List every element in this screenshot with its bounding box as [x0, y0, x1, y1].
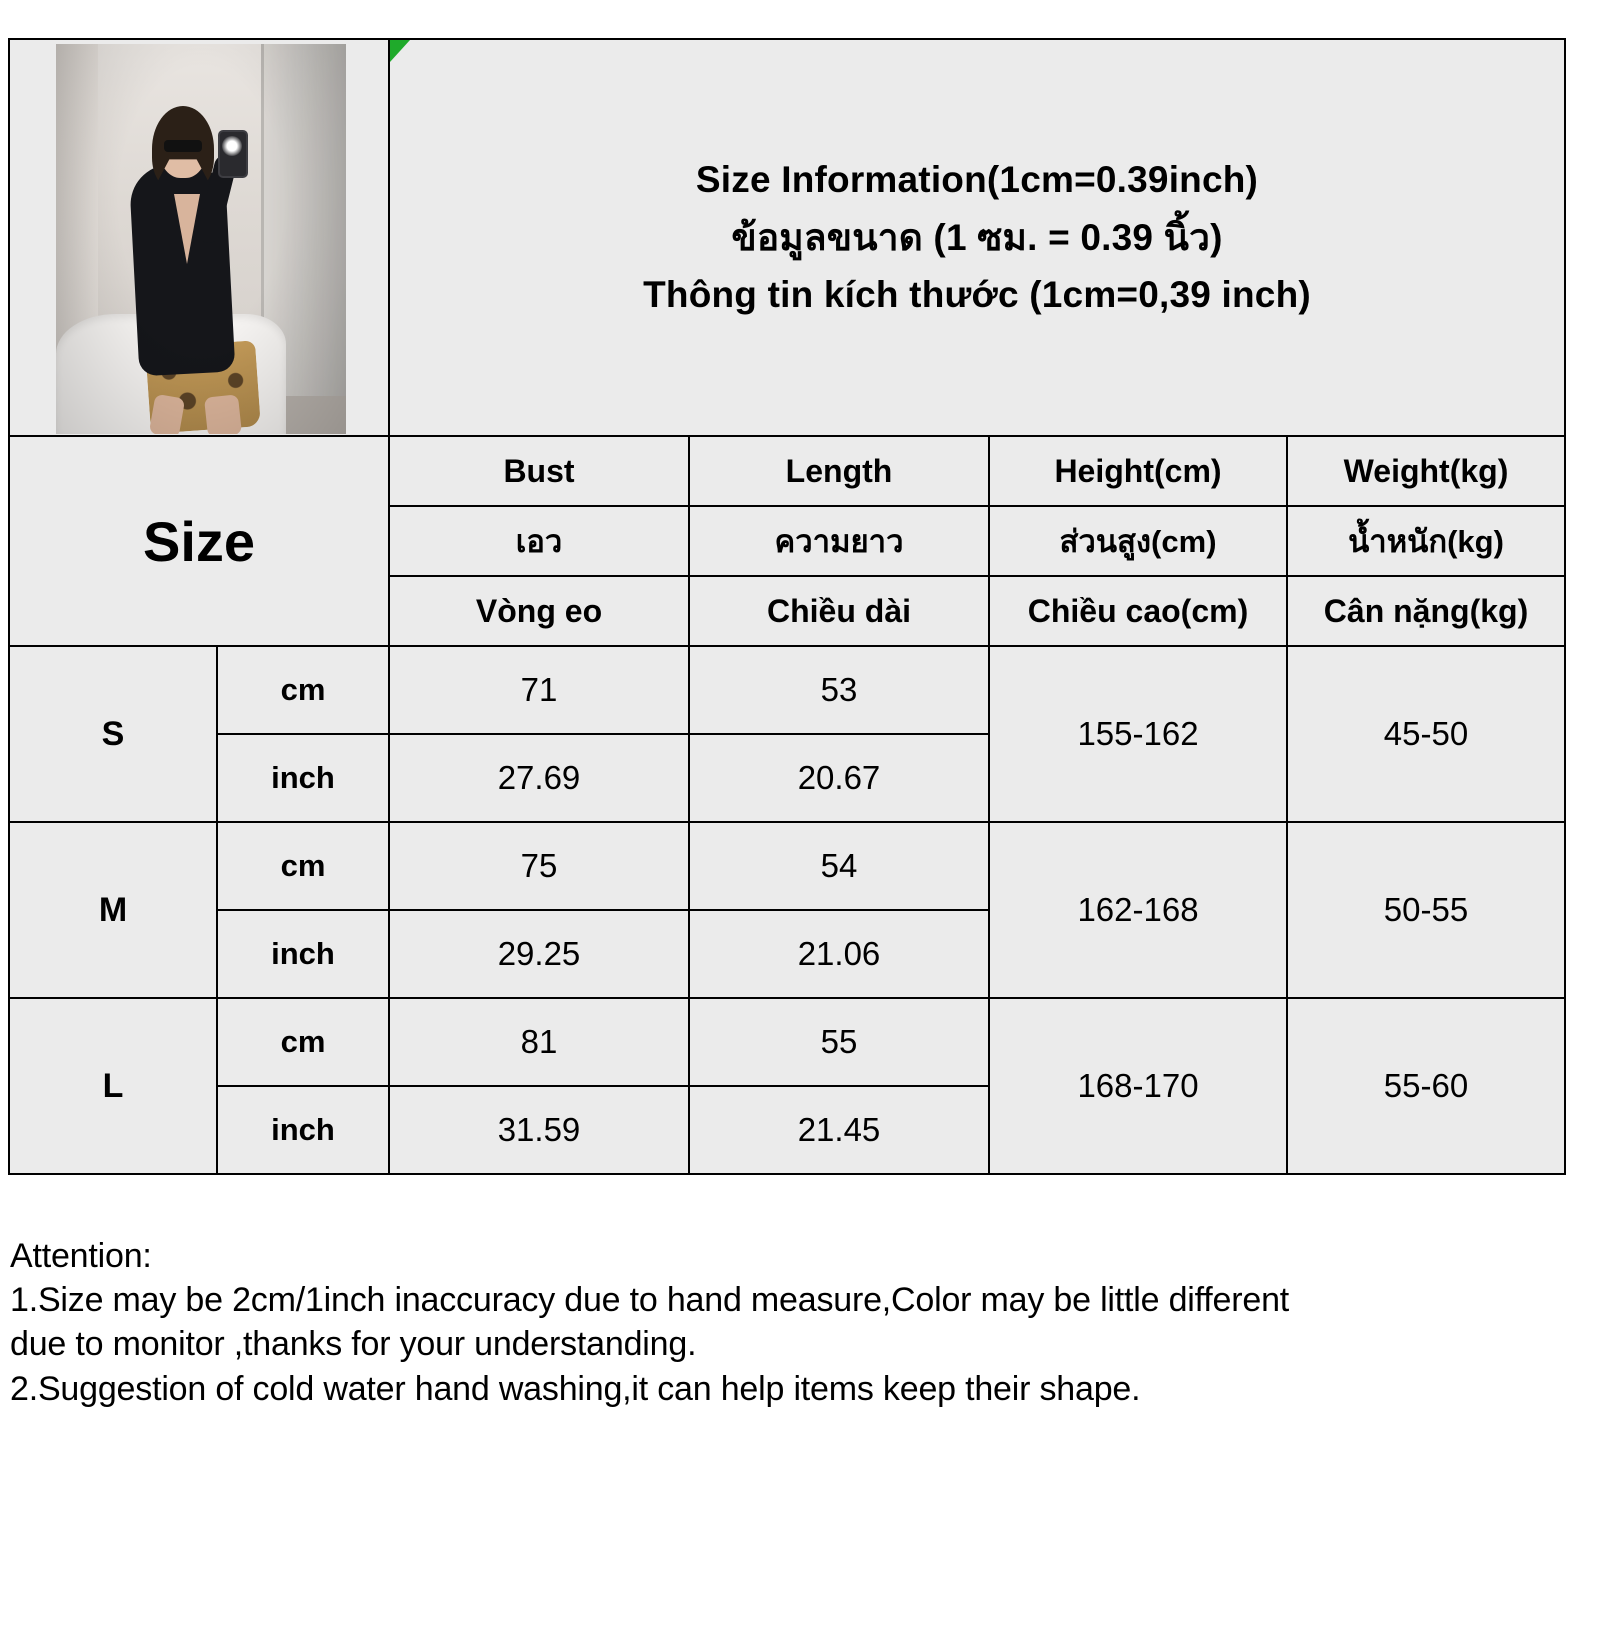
row-m-height: 162-168	[989, 822, 1287, 998]
col-weight-th: น้ำหนัก(kg)	[1287, 506, 1565, 576]
row-m-unit-cm: cm	[217, 822, 389, 910]
size-chart-document	[0, 38, 1600, 1638]
title-line-th: ข้อมูลขนาด (1 ซม. = 0.39 นิ้ว)	[731, 216, 1223, 258]
row-size-s: S	[9, 646, 217, 822]
row-size-m: M	[9, 822, 217, 998]
row-l-bust-inch: 31.59	[389, 1086, 689, 1174]
col-height-vi: Chiều cao(cm)	[989, 576, 1287, 646]
row-m-length-inch: 21.06	[689, 910, 989, 998]
title-line-en: Size Information(1cm=0.39inch)	[695, 159, 1259, 201]
photo-vignette	[56, 44, 346, 434]
row-s-height: 155-162	[989, 646, 1287, 822]
row-size-l: L	[9, 998, 217, 1174]
row-m-bust-cm: 75	[389, 822, 689, 910]
attention-line-2: 2.Suggestion of cold water hand washing,it can help items keep their shape.	[10, 1369, 1141, 1408]
title-cell	[389, 39, 1565, 436]
row-s-length-inch: 20.67	[689, 734, 989, 822]
column-header-row-en	[9, 436, 1565, 506]
row-s-weight: 45-50	[1287, 646, 1565, 822]
size-information-table	[8, 38, 1566, 1175]
row-m-weight: 50-55	[1287, 822, 1565, 998]
col-weight-en: Weight(kg)	[1287, 436, 1565, 506]
green-corner-marker	[390, 40, 410, 62]
row-m-bust-inch: 29.25	[389, 910, 689, 998]
attention-block	[10, 1234, 1580, 1411]
attention-heading: Attention:	[10, 1237, 152, 1275]
col-length-en: Length	[689, 436, 989, 506]
row-s-unit-inch: inch	[217, 734, 389, 822]
table-row	[9, 822, 1565, 910]
row-s-bust-cm: 71	[389, 646, 689, 734]
col-height-th: ส่วนสูง(cm)	[989, 506, 1287, 576]
col-bust-th: เอว	[389, 506, 689, 576]
table-row	[9, 646, 1565, 734]
row-m-unit-inch: inch	[217, 910, 389, 998]
row-l-length-cm: 55	[689, 998, 989, 1086]
col-height-en: Height(cm)	[989, 436, 1287, 506]
col-bust-vi: Vòng eo	[389, 576, 689, 646]
table-header-row	[9, 39, 1565, 436]
row-l-weight: 55-60	[1287, 998, 1565, 1174]
title-line-vi: Thông tin kích thước (1cm=0,39 inch)	[643, 274, 1311, 316]
col-bust-en: Bust	[389, 436, 689, 506]
row-s-unit-cm: cm	[217, 646, 389, 734]
row-s-length-cm: 53	[689, 646, 989, 734]
col-weight-vi: Cân nặng(kg)	[1287, 576, 1565, 646]
row-l-unit-cm: cm	[217, 998, 389, 1086]
product-photo-cell	[9, 39, 389, 436]
attention-line-1b: due to monitor ,thanks for your understanding.	[10, 1325, 697, 1364]
product-photo	[56, 44, 346, 434]
attention-line-1a: 1.Size may be 2cm/1inch inaccuracy due to hand measure,Color may be little different	[10, 1281, 1290, 1320]
row-l-length-inch: 21.45	[689, 1086, 989, 1174]
table-row	[9, 998, 1565, 1086]
col-length-vi: Chiều dài	[689, 576, 989, 646]
row-l-bust-cm: 81	[389, 998, 689, 1086]
size-column-header: Size	[9, 436, 389, 646]
row-m-length-cm: 54	[689, 822, 989, 910]
col-length-th: ความยาว	[689, 506, 989, 576]
row-l-unit-inch: inch	[217, 1086, 389, 1174]
row-l-height: 168-170	[989, 998, 1287, 1174]
row-s-bust-inch: 27.69	[389, 734, 689, 822]
